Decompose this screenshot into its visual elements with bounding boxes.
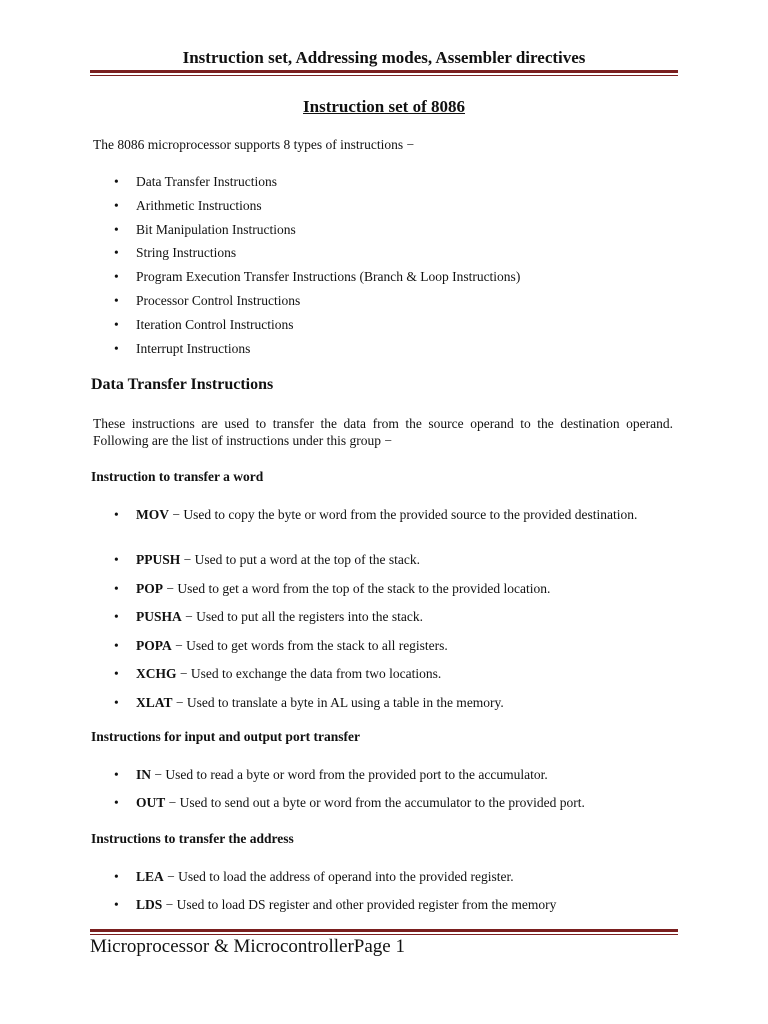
bullet-icon: • — [114, 174, 119, 189]
section-heading: Data Transfer Instructions — [91, 376, 274, 393]
page-title: Instruction set of 8086 — [303, 97, 465, 116]
footer-rule — [90, 929, 678, 935]
bullet-icon: • — [114, 666, 119, 681]
bullet-icon: • — [114, 795, 119, 810]
list-item: • LDS − Used to load DS register and other provided register from the memory — [114, 897, 557, 912]
bullet-icon: • — [114, 221, 119, 237]
bullet-icon: • — [114, 316, 119, 332]
list-item: • PPUSH − Used to put a word at the top of the stack. — [114, 552, 420, 567]
list-item: • Program Execution Transfer Instructions (Branch & Loop Instructions) — [114, 269, 521, 285]
list-item: • Data Transfer Instructions — [114, 174, 277, 189]
list-item: • XLAT − Used to translate a byte in AL using a table in the memory. — [114, 694, 504, 710]
subheading-address-transfer: Instructions to transfer the address — [91, 831, 294, 846]
bullet-icon: • — [114, 869, 119, 884]
address-transfer-list — [108, 868, 674, 916]
instruction-types-list — [108, 173, 520, 363]
section-paragraph: These instructions are used to transfer the data from the source operand to the destination operand. Following are the list of instructions under this group − — [93, 416, 673, 448]
port-transfer-list — [108, 766, 674, 814]
list-item: • MOV − Used to copy the byte or word from the provided source to the provided destination. — [114, 507, 638, 522]
list-item: • Interrupt Instructions — [114, 340, 251, 356]
list-item: • Processor Control Instructions — [114, 292, 301, 308]
bullet-icon: • — [114, 694, 119, 710]
bullet-icon: • — [114, 552, 119, 567]
page-footer: Microprocessor & MicrocontrollerPage 1 — [90, 936, 405, 957]
bullet-icon: • — [114, 609, 119, 624]
list-item: • Iteration Control Instructions — [114, 316, 294, 332]
list-item: • String Instructions — [114, 245, 237, 261]
running-header: Instruction set, Addressing modes, Assembler directives — [182, 48, 586, 67]
intro-text: The 8086 microprocessor supports 8 types of instructions − — [93, 137, 415, 152]
list-item: • Arithmetic Instructions — [114, 197, 262, 213]
bullet-icon: • — [114, 245, 119, 261]
bullet-icon: • — [114, 269, 119, 285]
bullet-icon: • — [114, 507, 119, 522]
bullet-icon: • — [114, 292, 119, 308]
bullet-icon: • — [114, 897, 119, 912]
header-rule — [90, 70, 678, 76]
bullet-icon: • — [114, 197, 119, 213]
bullet-icon: • — [114, 580, 119, 596]
list-item: • OUT − Used to send out a byte or word from the accumulator to the provided port. — [114, 795, 585, 810]
word-transfer-list — [108, 506, 674, 714]
bullet-icon: • — [114, 767, 119, 782]
subheading-word-transfer: Instruction to transfer a word — [91, 469, 264, 484]
list-item: • IN − Used to read a byte or word from the provided port to the accumulator. — [114, 767, 548, 782]
list-item: • POPA − Used to get words from the stack to all registers. — [114, 637, 448, 653]
list-item: • PUSHA − Used to put all the registers into the stack. — [114, 609, 423, 624]
list-item: • LEA − Used to load the address of operand into the provided register. — [114, 869, 514, 884]
list-item: • Bit Manipulation Instructions — [114, 221, 296, 237]
list-item: • POP − Used to get a word from the top of the stack to the provided location. — [114, 580, 551, 596]
subheading-port-transfer: Instructions for input and output port transfer — [91, 729, 361, 744]
bullet-icon: • — [114, 340, 119, 356]
bullet-icon: • — [114, 637, 119, 653]
list-item: • XCHG − Used to exchange the data from two locations. — [114, 666, 442, 681]
